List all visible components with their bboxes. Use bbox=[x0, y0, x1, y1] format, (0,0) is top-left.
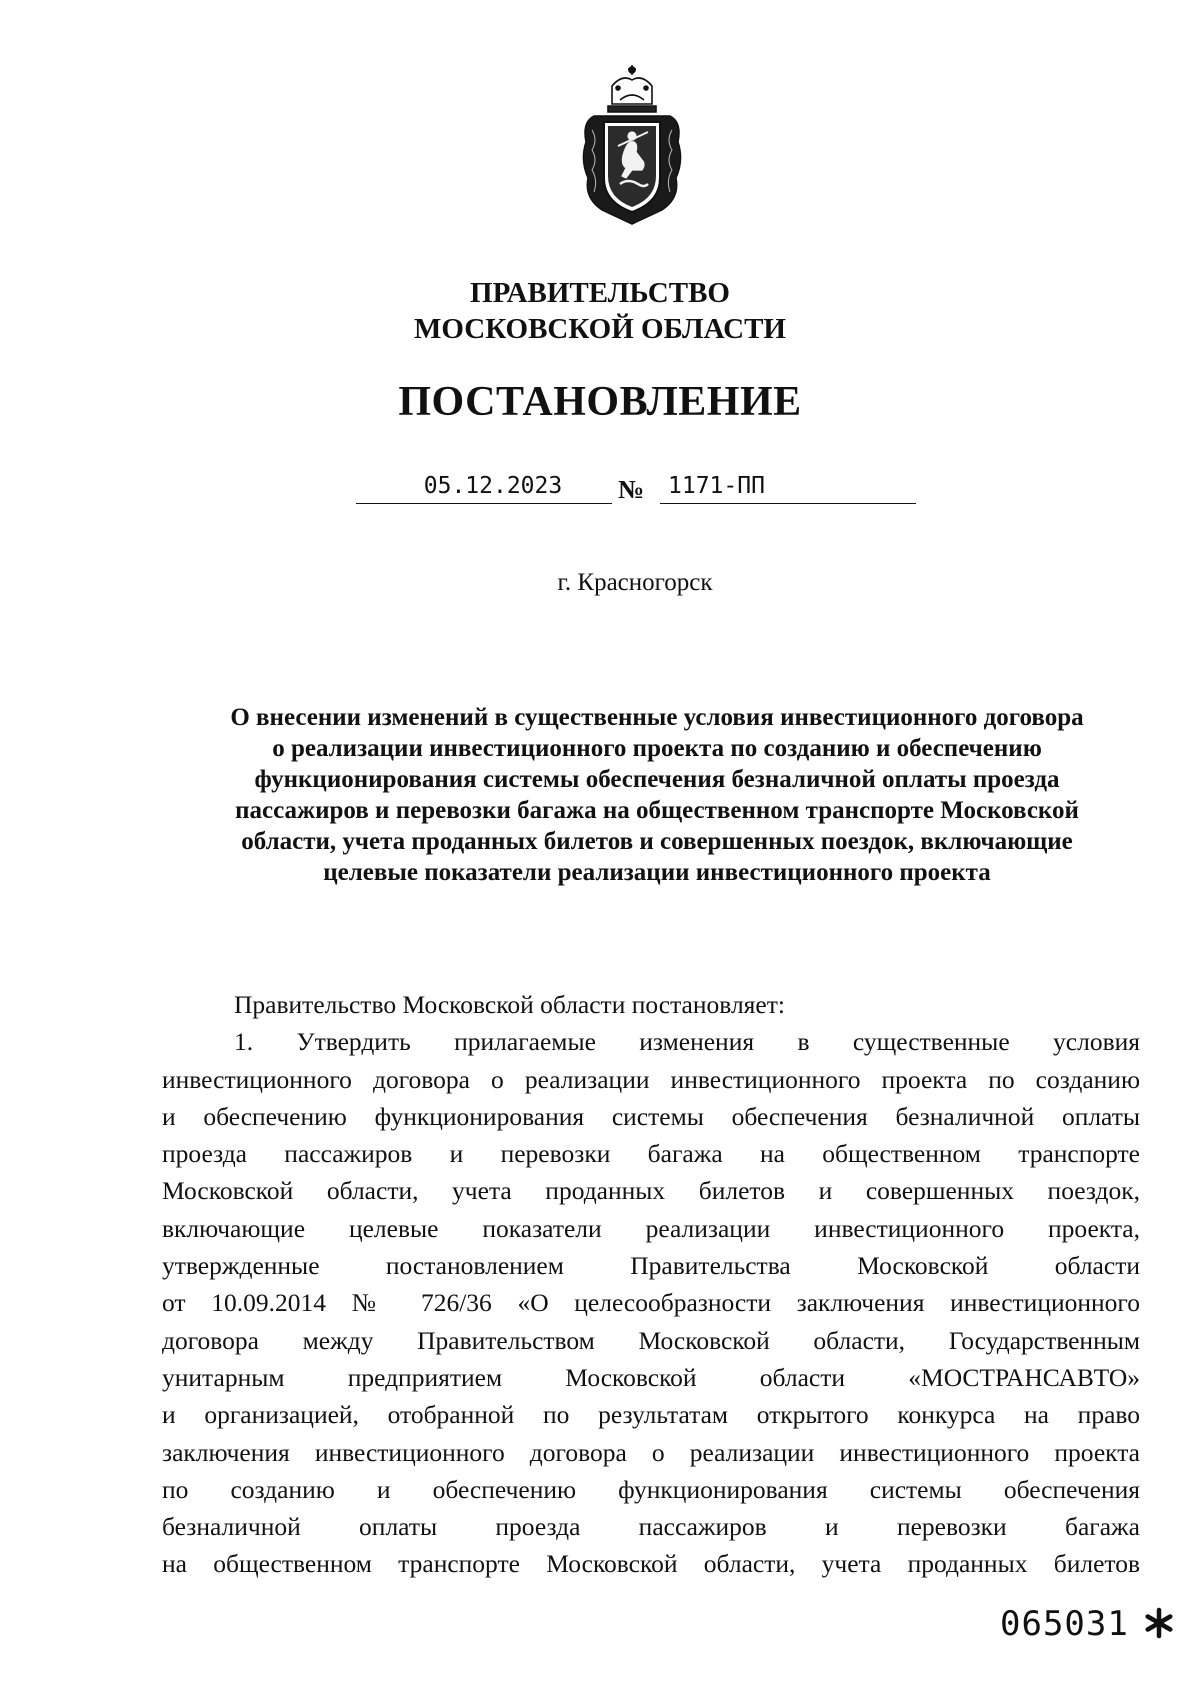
paragraph-line: договора между Правительством Московской области, Государственным bbox=[162, 1325, 1140, 1355]
paragraph-line: Московской области, учета проданных билетов и совершенных поездок, bbox=[162, 1176, 1140, 1206]
title-line: пассажиров и перевозки багажа на общественном транспорте Московской bbox=[235, 797, 1079, 824]
paragraph-line: инвестиционного договора о реализации инвестиционного проекта по созданию bbox=[162, 1064, 1140, 1094]
government-name-line2: МОСКОВСКОЙ ОБЛАСТИ bbox=[413, 313, 786, 345]
government-name-line1: ПРАВИТЕЛЬСТВО bbox=[470, 277, 730, 309]
moscow-oblast-coat-of-arms-icon bbox=[572, 60, 692, 230]
paragraph-line: на общественном транспорте Московской области, учета проданных билетов bbox=[162, 1549, 1140, 1579]
paragraph-line: заключения инвестиционного договора о реализации инвестиционного проекта bbox=[162, 1437, 1140, 1467]
paragraph-line: и обеспечению функционирования системы обеспечения безналичной оплаты bbox=[162, 1101, 1140, 1131]
title-line: О внесении изменений в существенные условия инвестиционного договора bbox=[230, 704, 1084, 731]
paragraph-line: по созданию и обеспечению функционирования системы обеспечения bbox=[162, 1474, 1140, 1504]
paragraph-line: проезда пассажиров и перевозки багажа на общественном транспорте bbox=[162, 1139, 1140, 1169]
title-line: области, учета проданных билетов и совершенных поездок, включающие bbox=[241, 828, 1073, 855]
city-of-issue: г. Красногорск bbox=[557, 569, 713, 596]
intro-sentence: Правительство Московской области постановляет: bbox=[234, 990, 785, 1019]
paragraph-line: и организацией, отобранной по результатам открытого конкурса на право bbox=[162, 1400, 1140, 1430]
document-number: 1171-ПП bbox=[660, 468, 916, 504]
paragraph-line: 1. Утвердить прилагаемые изменения в существенные условия bbox=[234, 1027, 1140, 1057]
document-serial-code: 065031 bbox=[1000, 1604, 1129, 1644]
document-date: 05.12.2023 bbox=[356, 468, 612, 504]
title-line: целевые показатели реализации инвестиционного проекта bbox=[323, 859, 991, 886]
title-line: функционирования системы обеспечения безналичной оплаты проезда bbox=[254, 766, 1060, 793]
resolution-title bbox=[162, 702, 1152, 888]
resolution-body bbox=[162, 986, 1140, 1583]
document-type-heading: ПОСТАНОВЛЕНИЕ bbox=[398, 379, 802, 425]
paragraph-line: включающие целевые показатели реализации инвестиционного проекта, bbox=[162, 1213, 1140, 1243]
asterisk-star-icon bbox=[1142, 1606, 1176, 1640]
paragraph-line: от 10.09.2014 № 726/36 «О целесообразности заключения инвестиционного bbox=[162, 1288, 1140, 1318]
registration-line bbox=[356, 468, 916, 508]
paragraph-line: унитарным предприятием Московской области «МОСТРАНСАВТО» bbox=[162, 1362, 1140, 1392]
paragraph-line: утвержденные постановлением Правительства Московской области bbox=[162, 1251, 1140, 1281]
number-sign: № bbox=[618, 475, 645, 504]
paragraph-line: безналичной оплаты проезда пассажиров и перевозки багажа bbox=[162, 1512, 1140, 1542]
title-line: о реализации инвестиционного проекта по созданию и обеспечению bbox=[272, 735, 1042, 762]
